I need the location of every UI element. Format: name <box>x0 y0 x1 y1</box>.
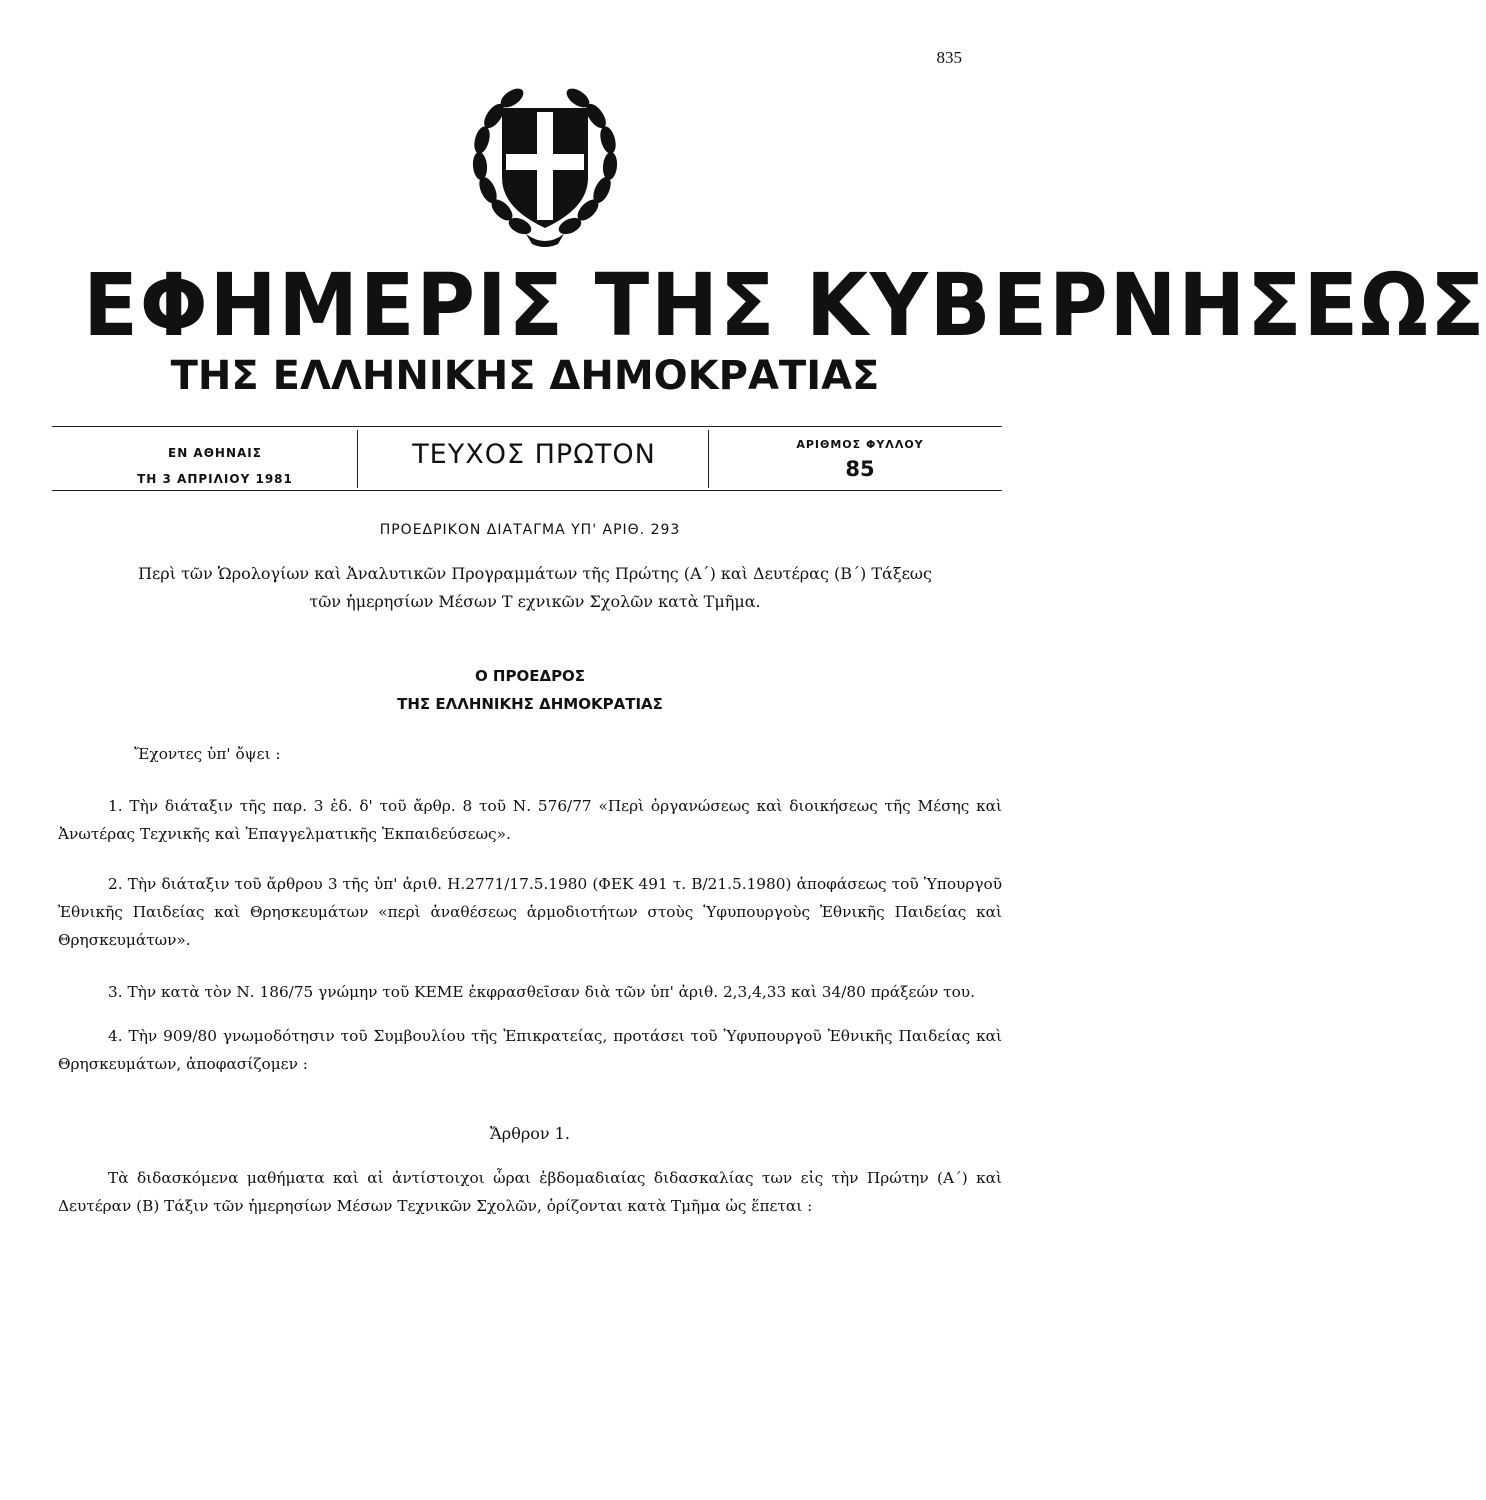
greek-coat-of-arms-icon <box>466 78 624 250</box>
header-sheet-label: ΑΡΙΘΜΟΣ ΦΥΛΛΟΥ <box>796 438 924 451</box>
paragraph-2: 2. Τὴν διάταξιν τοῦ ἄρθρου 3 τῆς ὑπ' ἀριθ. Η.2771/17.5.1980 (ΦΕΚ 491 τ. Β/21.5.1980) ἀποφάσεως τοῦ Ὑπουργοῦ Ἐθνικῆς Παιδείας καὶ Θρησκευμάτων «περὶ ἀναθέσεως ἁρμοδιοτήτων στοὺς Ὑφυπουργοὺς Ἐθνικῆς Παιδείας καὶ Θρησκευμάτων». <box>58 875 1002 949</box>
article-text: Τὰ διδασκόμενα μαθήματα καὶ αἱ ἀντίστοιχοι ὧραι ἑβδομαδιαίας διδασκαλίας των εἰς τὴν Πρώτην (Α΄) καὶ Δευτέραν (Β) Τάξιν τῶν ἡμερησίων Μέσων Τεχνικῶν Σχολῶν, ὁρίζονται κατὰ Τμῆμα ὡς ἕπεται : <box>58 1169 1002 1215</box>
header-issue: ΤΕΥΧΟΣ ΠΡΩΤΟΝ <box>412 439 656 470</box>
masthead-title: ΕΦΗΜΕΡΙΣ ΤΗΣ ΚΥΒΕΡΝΗΣΕΩΣ <box>83 256 1486 356</box>
intro-line: Ἔχοντες ὑπ' ὄψει : <box>134 745 281 763</box>
paragraph-3: 3. Τὴν κατὰ τὸν Ν. 186/75 γνώμην τοῦ ΚΕΜΕ ἐκφρασθεῖσαν διὰ τῶν ὑπ' ἀριθ. 2,3,4,33 καὶ 34/80 πράξεών του. <box>108 983 975 1001</box>
header-divider-left <box>357 430 358 488</box>
president-heading-line-2: ΤΗΣ ΕΛΛΗΝΙΚΗΣ ΔΗΜΟΚΡΑΤΙΑΣ <box>397 695 663 713</box>
decree-title: ΠΡΟΕΔΡΙΚΟΝ ΔΙΑΤΑΓΜΑ ΥΠ' ΑΡΙΘ. 293 <box>379 522 681 538</box>
decree-subject-line-1: Περὶ τῶν Ὡρολογίων καὶ Ἀναλυτικῶν Προγραμμάτων τῆς Πρώτης (Α΄) καὶ Δευτέρας (Β΄) Τάξεως <box>138 564 932 583</box>
header-sheet-number: 85 <box>845 457 875 481</box>
header-place: ΕΝ ΑΘΗΝΑΙΣ <box>168 446 262 460</box>
masthead-subtitle: ΤΗΣ ΕΛΛΗΝΙΚΗΣ ΔΗΜΟΚΡΑΤΙΑΣ <box>170 353 880 399</box>
decree-subject-line-2: τῶν ἡμερησίων Μέσων Τ εχνικῶν Σχολῶν κατὰ Τμῆμα. <box>309 592 761 611</box>
header-place-date <box>80 440 350 492</box>
president-heading <box>60 662 1000 718</box>
article-heading: Ἄρθρον 1. <box>490 1124 570 1143</box>
president-heading-line-1: Ο ΠΡΟΕΔΡΟΣ <box>474 667 586 685</box>
page-number: 835 <box>936 48 962 67</box>
header-rule-top <box>52 426 1002 427</box>
header-divider-right <box>708 430 709 488</box>
paragraph-1: 1. Τὴν διάταξιν τῆς παρ. 3 ἐδ. δ' τοῦ ἄρθρ. 8 τοῦ Ν. 576/77 «Περὶ ὀργανώσεως καὶ διοικήσεως τῆς Μέσης καὶ Ἀνωτέρας Τεχνικῆς καὶ Ἐπαγγελματικῆς Ἐκπαιδεύσεως». <box>58 797 1002 843</box>
header-sheet <box>715 436 1005 484</box>
decree-subject <box>120 560 950 616</box>
header-date: ΤΗ 3 ΑΠΡΙΛΙΟΥ 1981 <box>137 472 293 486</box>
paragraph-4: 4. Τὴν 909/80 γνωμοδότησιν τοῦ Συμβουλίου τῆς Ἐπικρατείας, προτάσει τοῦ Ὑφυπουργοῦ Ἐθνικῆς Παιδείας καὶ Θρησκευμάτων, ἀποφασίζομεν : <box>58 1027 1002 1073</box>
